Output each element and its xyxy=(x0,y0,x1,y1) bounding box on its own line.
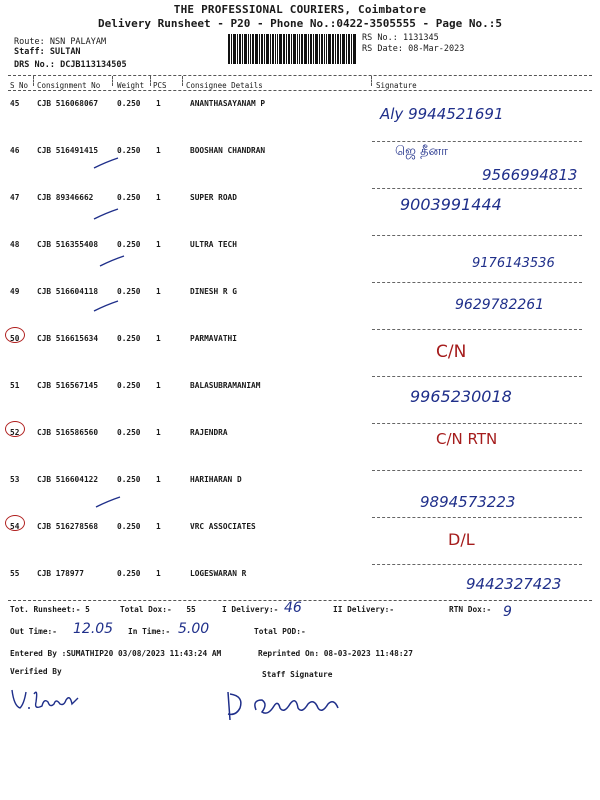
col-consignment: Consignment No xyxy=(37,81,101,90)
rtn-dox-label: RTN Dox:- xyxy=(449,605,492,614)
verified-by-signature-icon xyxy=(8,684,88,724)
row-consignee: SUPER ROAD xyxy=(190,193,237,202)
in-time-label: In Time:- xyxy=(128,627,171,636)
table-row xyxy=(0,471,600,518)
tick-mark-icon xyxy=(92,156,122,170)
row-weight: 0.250 xyxy=(117,334,141,343)
row-sno: 55 xyxy=(10,569,20,578)
total-dox-value: 55 xyxy=(186,605,196,614)
row-consignment: CJB 516604118 xyxy=(37,287,99,296)
header-rule-top xyxy=(8,75,592,76)
row-signature: C/N xyxy=(436,342,467,362)
tot-runsheet-label: Tot. Runsheet:- 5 xyxy=(10,605,90,614)
row-signature: 9566994813 xyxy=(482,166,578,184)
row-consignee: VRC ASSOCIATES xyxy=(190,522,256,531)
row-sno: 48 xyxy=(10,240,20,249)
reprinted-on: Reprinted On: 08-03-2023 11:48:27 xyxy=(258,649,413,658)
row-consignee: HARIHARAN D xyxy=(190,475,242,484)
col-weight: Weight xyxy=(117,81,145,90)
col-consignee: Consignee Details xyxy=(186,81,263,90)
rs-no-line xyxy=(362,33,439,43)
row-consignee: PARMAVATHI xyxy=(190,334,237,343)
row-consignment: CJB 178977 xyxy=(37,569,84,578)
row-consignment: CJB 516567145 xyxy=(37,381,99,390)
row-pcs: 1 xyxy=(156,240,161,249)
row-pcs: 1 xyxy=(156,193,161,202)
out-time-label: Out Time:- xyxy=(10,627,57,636)
row-signature: 9629782261 xyxy=(455,297,545,313)
staff-label: Staff: xyxy=(14,47,45,57)
row-consignment: CJB 516615634 xyxy=(37,334,99,343)
row-sno: 51 xyxy=(10,381,20,390)
drs-label: DRS No.: xyxy=(14,60,55,70)
rs-date-label: RS Date: xyxy=(362,44,403,54)
row-signature: D/L xyxy=(448,530,475,549)
row-sno: 54 xyxy=(10,522,20,531)
col-pcs: PCS xyxy=(153,81,167,90)
row-pcs: 1 xyxy=(156,428,161,437)
table-row xyxy=(0,95,600,142)
table-row xyxy=(0,236,600,283)
drs-line xyxy=(14,60,127,70)
col-divider xyxy=(150,76,151,86)
tick-mark-icon xyxy=(92,207,122,221)
tick-mark-icon xyxy=(94,495,124,509)
row-consignment: CJB 516278568 xyxy=(37,522,99,531)
tick-mark-icon xyxy=(92,299,122,313)
table-row xyxy=(0,518,600,565)
entered-by: Entered By :SUMATHIP20 03/08/2023 11:43:24 AM xyxy=(10,649,222,658)
row-sno: 50 xyxy=(10,334,20,343)
row-consignment: CJB 516491415 xyxy=(37,146,99,155)
row-weight: 0.250 xyxy=(117,240,141,249)
row-weight: 0.250 xyxy=(117,146,141,155)
header-rule-bottom xyxy=(8,90,592,91)
row-weight: 0.250 xyxy=(117,475,141,484)
col-divider xyxy=(33,76,34,86)
row-consignment: CJB 516604122 xyxy=(37,475,99,484)
table-row xyxy=(0,142,600,189)
runsheet-subtitle: Delivery Runsheet - P20 - Phone No.:0422-3505555 - Page No.:5 xyxy=(98,17,502,30)
col-divider xyxy=(371,76,372,86)
staff-signature-icon xyxy=(222,686,362,726)
row-consignee: LOGESWARAN R xyxy=(190,569,247,578)
drs-value: DCJB113134505 xyxy=(60,60,127,70)
row-pcs: 1 xyxy=(156,99,161,108)
staff-value: SULTAN xyxy=(49,47,81,57)
row-consignee: ANANTHASAYANAM P xyxy=(190,99,266,108)
rs-date-value: 08-Mar-2023 xyxy=(408,44,465,54)
row-weight: 0.250 xyxy=(117,193,141,202)
row-sno: 52 xyxy=(10,428,20,437)
row-pcs: 1 xyxy=(156,381,161,390)
barcode-image xyxy=(228,34,356,64)
row-weight: 0.250 xyxy=(117,99,141,108)
col-signature: Signature xyxy=(376,81,417,90)
staff-signature-label: Staff Signature xyxy=(262,670,333,679)
verified-by-label: Verified By xyxy=(10,667,62,676)
rs-no-value: 1131345 xyxy=(402,33,439,43)
row-consignee: ULTRA TECH xyxy=(190,240,237,249)
table-row xyxy=(0,283,600,330)
row-consignment: CJB 516355408 xyxy=(37,240,99,249)
row-consignee: DINESH R G xyxy=(190,287,237,296)
table-row xyxy=(0,330,600,377)
company-title: THE PROFESSIONAL COURIERS, Coimbatore xyxy=(173,3,427,16)
row-signature: 9176143536 xyxy=(472,256,555,271)
col-sno: S No xyxy=(10,81,29,90)
row-pcs: 1 xyxy=(156,146,161,155)
row-pcs: 1 xyxy=(156,522,161,531)
row-consignee: BOOSHAN CHANDRAN xyxy=(190,146,266,155)
table-row xyxy=(0,377,600,424)
row-sno: 49 xyxy=(10,287,20,296)
row-consignee: BALASUBRAMANIAM xyxy=(190,381,261,390)
table-row xyxy=(0,189,600,236)
route-label: Route: xyxy=(14,37,45,47)
col-divider xyxy=(182,76,183,86)
row-sno: 47 xyxy=(10,193,20,202)
row-pcs: 1 xyxy=(156,287,161,296)
in-time-value: 5.00 xyxy=(178,621,210,637)
total-dox-label: Total Dox:- xyxy=(120,605,172,614)
rs-date-line xyxy=(362,44,464,54)
row-signature: 9003991444 xyxy=(400,195,502,214)
row-consignment: CJB 516586560 xyxy=(37,428,99,437)
i-delivery-value: 46 xyxy=(284,600,302,616)
row-signature: Aly 9944521691 xyxy=(380,105,504,123)
row-pcs: 1 xyxy=(156,334,161,343)
row-consignee: RAJENDRA xyxy=(190,428,228,437)
row-weight: 0.250 xyxy=(117,287,141,296)
route-line xyxy=(14,37,106,47)
out-time-value: 12.05 xyxy=(73,621,114,637)
row-pcs: 1 xyxy=(156,475,161,484)
staff-line xyxy=(14,47,81,57)
rs-no-label: RS No.: xyxy=(362,33,398,43)
i-delivery-label: I Delivery:- xyxy=(222,605,279,614)
total-dox xyxy=(120,605,196,614)
row-weight: 0.250 xyxy=(117,569,141,578)
row-consignment: CJB 516068067 xyxy=(37,99,99,108)
row-weight: 0.250 xyxy=(117,381,141,390)
row-signature: C/N RTN xyxy=(436,430,498,448)
row-sno: 46 xyxy=(10,146,20,155)
row-signature: 9442327423 xyxy=(466,575,562,593)
ii-delivery-label: II Delivery:- xyxy=(333,605,395,614)
table-row xyxy=(0,424,600,471)
tamil-handwriting-icon: ஜெ தீனா xyxy=(395,144,448,159)
row-sno: 45 xyxy=(10,99,20,108)
col-divider xyxy=(112,76,113,86)
row-consignment: CJB 89346662 xyxy=(37,193,94,202)
tick-mark-icon xyxy=(98,254,128,268)
route-value: NSN PALAYAM xyxy=(49,37,107,47)
row-weight: 0.250 xyxy=(117,522,141,531)
row-sno: 53 xyxy=(10,475,20,484)
row-signature: 9894573223 xyxy=(420,493,516,511)
row-signature: 9965230018 xyxy=(410,387,512,406)
row-pcs: 1 xyxy=(156,569,161,578)
rtn-dox-value: 9 xyxy=(503,604,512,620)
row-weight: 0.250 xyxy=(117,428,141,437)
total-pod-label: Total POD:- xyxy=(254,627,306,636)
